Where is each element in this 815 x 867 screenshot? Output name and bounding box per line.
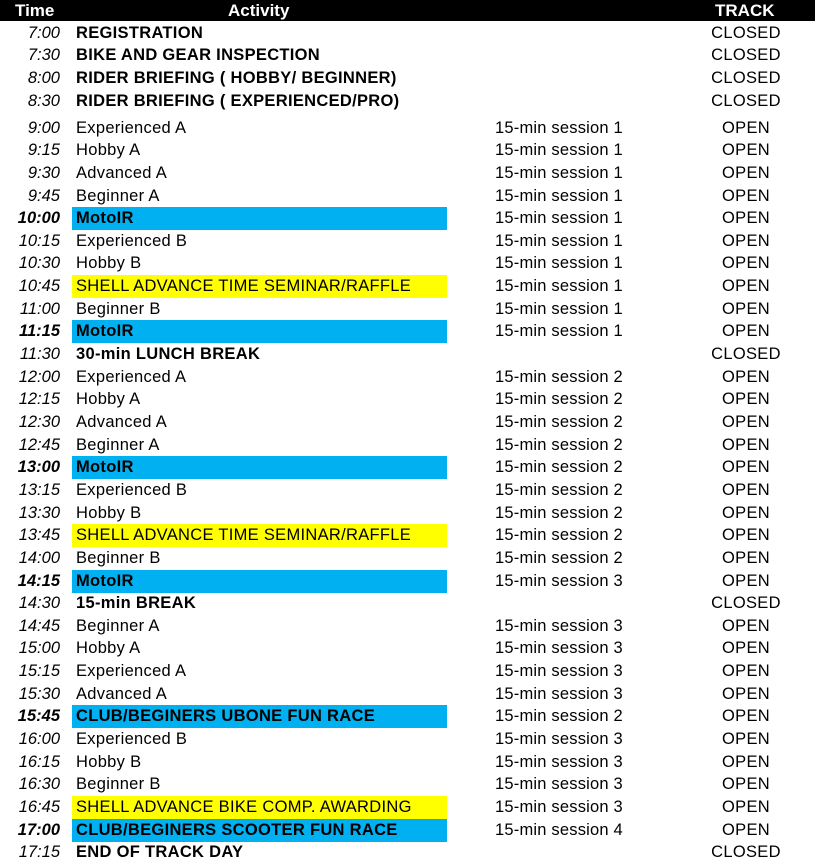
header-time: Time	[15, 1, 55, 20]
time-cell: 13:45	[18, 526, 60, 544]
activity-cell: CLUB/BEGINERS SCOOTER FUN RACE	[72, 819, 447, 842]
session-cell	[495, 90, 675, 113]
track-status-cell: OPEN	[722, 707, 770, 725]
session-cell: 15-min session 3	[495, 798, 623, 816]
session-cell: 15-min session 3	[495, 775, 623, 793]
activity-cell: MotoIR	[72, 570, 447, 593]
activity-cell: SHELL ADVANCE BIKE COMP. AWARDING	[72, 796, 447, 819]
track-status-cell: OPEN	[722, 413, 770, 431]
activity-cell: Hobby A	[76, 141, 141, 159]
table-row	[0, 117, 815, 140]
activity-cell: Hobby B	[76, 753, 142, 771]
session-cell: 15-min session 2	[495, 504, 623, 522]
time-cell: 13:00	[17, 458, 60, 476]
activity-cell: Advanced A	[76, 685, 168, 703]
session-cell: 15-min session 3	[495, 572, 623, 590]
session-cell: 15-min session 1	[495, 187, 623, 205]
table-row	[0, 207, 815, 230]
session-cell: 15-min session 2	[495, 390, 623, 408]
track-status-cell: OPEN	[722, 436, 770, 454]
track-status-cell: OPEN	[722, 639, 770, 657]
activity-cell: Beginner A	[76, 187, 160, 205]
activity-cell: Beginner A	[76, 436, 160, 454]
table-row	[0, 22, 815, 45]
track-status-cell: OPEN	[722, 572, 770, 590]
time-cell: 16:30	[18, 775, 60, 793]
activity-cell: 15-min BREAK	[76, 594, 197, 612]
activity-cell: Experienced B	[76, 730, 188, 748]
activity-cell: 30-min LUNCH BREAK	[76, 345, 261, 363]
table-row	[0, 44, 815, 67]
table-row	[0, 434, 815, 457]
session-cell: 15-min session 3	[495, 753, 623, 771]
track-status-cell: OPEN	[722, 821, 770, 839]
session-cell: 15-min session 3	[495, 730, 623, 748]
table-row	[0, 819, 815, 842]
activity-cell: Experienced B	[76, 232, 188, 250]
table-row	[0, 841, 815, 864]
header-row	[0, 0, 815, 21]
activity-cell: MotoIR	[72, 320, 447, 343]
table-row	[0, 479, 815, 502]
table-row	[0, 683, 815, 706]
activity-cell: Beginner B	[76, 300, 161, 318]
activity-cell: MotoIR	[72, 456, 447, 479]
session-cell	[495, 592, 675, 615]
track-status-cell: OPEN	[722, 685, 770, 703]
session-cell	[495, 44, 675, 67]
activity-cell: Beginner A	[76, 617, 160, 635]
session-cell: 15-min session 2	[495, 458, 623, 476]
time-cell: 10:45	[18, 277, 60, 295]
session-cell: 15-min session 3	[495, 685, 623, 703]
activity-cell: Hobby A	[76, 390, 141, 408]
activity-cell: Experienced A	[76, 662, 187, 680]
track-status-cell: OPEN	[722, 775, 770, 793]
time-cell: 14:30	[18, 594, 60, 612]
track-status-cell: CLOSED	[711, 69, 781, 87]
time-cell: 15:00	[18, 639, 60, 657]
table-row	[0, 751, 815, 774]
time-cell: 11:30	[19, 345, 60, 363]
track-status-cell: OPEN	[722, 164, 770, 182]
session-cell	[495, 67, 675, 90]
time-cell: 14:00	[18, 549, 60, 567]
track-status-cell: OPEN	[722, 141, 770, 159]
time-cell: 7:30	[27, 46, 60, 64]
time-cell: 13:30	[18, 504, 60, 522]
time-cell: 16:45	[18, 798, 60, 816]
time-cell: 10:15	[18, 232, 60, 250]
session-cell: 15-min session 1	[495, 232, 623, 250]
session-cell: 15-min session 2	[495, 526, 623, 544]
time-cell: 17:00	[17, 821, 60, 839]
track-status-cell: CLOSED	[711, 46, 781, 64]
track-status-cell: CLOSED	[711, 345, 781, 363]
time-cell: 15:30	[18, 685, 60, 703]
track-status-cell: OPEN	[722, 549, 770, 567]
activity-cell: BIKE AND GEAR INSPECTION	[76, 46, 321, 64]
time-cell: 12:15	[18, 390, 60, 408]
time-cell: 12:45	[18, 436, 60, 454]
session-cell: 15-min session 1	[495, 300, 623, 318]
activity-cell: Experienced A	[76, 119, 187, 137]
session-cell: 15-min session 1	[495, 209, 623, 227]
track-status-cell: CLOSED	[711, 594, 781, 612]
activity-cell: RIDER BRIEFING ( HOBBY/ BEGINNER)	[76, 69, 397, 87]
session-cell	[495, 22, 675, 45]
time-cell: 9:45	[27, 187, 60, 205]
time-cell: 11:15	[19, 322, 60, 340]
track-status-cell: OPEN	[722, 662, 770, 680]
header-track: TRACK	[715, 1, 775, 20]
table-row	[0, 637, 815, 660]
track-status-cell: OPEN	[722, 458, 770, 476]
activity-cell: Advanced A	[76, 413, 168, 431]
session-cell: 15-min session 3	[495, 639, 623, 657]
track-status-cell: OPEN	[722, 254, 770, 272]
activity-cell: Beginner B	[76, 775, 161, 793]
activity-cell: REGISTRATION	[76, 24, 204, 42]
table-row	[0, 139, 815, 162]
table-row	[0, 90, 815, 113]
activity-cell: SHELL ADVANCE TIME SEMINAR/RAFFLE	[72, 524, 447, 547]
session-cell: 15-min session 3	[495, 617, 623, 635]
activity-cell: Hobby A	[76, 639, 141, 657]
table-row	[0, 705, 815, 728]
activity-cell: Advanced A	[76, 164, 168, 182]
session-cell: 15-min session 1	[495, 141, 623, 159]
time-cell: 9:15	[27, 141, 60, 159]
table-row	[0, 275, 815, 298]
table-row	[0, 320, 815, 343]
table-row	[0, 660, 815, 683]
activity-cell: SHELL ADVANCE TIME SEMINAR/RAFFLE	[72, 275, 447, 298]
table-row	[0, 570, 815, 593]
time-cell: 9:30	[27, 164, 60, 182]
time-cell: 14:45	[18, 617, 60, 635]
session-cell: 15-min session 1	[495, 322, 623, 340]
time-cell: 14:15	[17, 572, 60, 590]
track-status-cell: OPEN	[722, 277, 770, 295]
session-cell: 15-min session 3	[495, 662, 623, 680]
session-cell: 15-min session 1	[495, 119, 623, 137]
activity-cell: END OF TRACK DAY	[76, 843, 244, 861]
session-cell: 15-min session 4	[495, 821, 623, 839]
track-status-cell: OPEN	[722, 753, 770, 771]
time-cell: 15:45	[17, 707, 60, 725]
session-cell: 15-min session 1	[495, 254, 623, 272]
time-cell: 8:30	[27, 92, 60, 110]
table-row	[0, 411, 815, 434]
track-status-cell: OPEN	[722, 390, 770, 408]
activity-cell: CLUB/BEGINERS UBONE FUN RACE	[72, 705, 447, 728]
activity-cell: Experienced A	[76, 368, 187, 386]
track-status-cell: OPEN	[722, 526, 770, 544]
time-cell: 10:00	[17, 209, 60, 227]
track-status-cell: OPEN	[722, 232, 770, 250]
activity-cell: Beginner B	[76, 549, 161, 567]
time-cell: 8:00	[27, 69, 60, 87]
time-cell: 16:00	[18, 730, 60, 748]
time-cell: 12:30	[18, 413, 60, 431]
table-row	[0, 592, 815, 615]
track-status-cell: CLOSED	[711, 843, 781, 861]
table-row	[0, 343, 815, 366]
time-cell: 9:00	[27, 119, 60, 137]
table-row	[0, 524, 815, 547]
table-row	[0, 67, 815, 90]
track-status-cell: OPEN	[722, 187, 770, 205]
table-row	[0, 502, 815, 525]
session-cell	[495, 343, 675, 366]
table-row	[0, 230, 815, 253]
time-cell: 16:15	[18, 753, 60, 771]
track-status-cell: OPEN	[722, 730, 770, 748]
session-cell	[495, 841, 675, 864]
session-cell: 15-min session 1	[495, 164, 623, 182]
table-row	[0, 252, 815, 275]
track-status-cell: OPEN	[722, 798, 770, 816]
track-status-cell: OPEN	[722, 209, 770, 227]
time-cell: 10:30	[18, 254, 60, 272]
table-row	[0, 366, 815, 389]
session-cell: 15-min session 2	[495, 436, 623, 454]
time-cell: 7:00	[27, 24, 60, 42]
activity-cell: Experienced B	[76, 481, 188, 499]
table-row	[0, 185, 815, 208]
time-cell: 15:15	[18, 662, 60, 680]
activity-cell: Hobby B	[76, 254, 142, 272]
table-row	[0, 456, 815, 479]
track-status-cell: OPEN	[722, 119, 770, 137]
activity-cell: RIDER BRIEFING ( EXPERIENCED/PRO)	[76, 92, 400, 110]
track-status-cell: OPEN	[722, 504, 770, 522]
track-status-cell: CLOSED	[711, 92, 781, 110]
time-cell: 12:00	[18, 368, 60, 386]
table-row	[0, 298, 815, 321]
session-cell: 15-min session 2	[495, 368, 623, 386]
session-cell: 15-min session 2	[495, 707, 623, 725]
time-cell: 17:15	[18, 843, 60, 861]
track-status-cell: OPEN	[722, 322, 770, 340]
table-row	[0, 547, 815, 570]
activity-cell: Hobby B	[76, 504, 142, 522]
header-activity: Activity	[228, 1, 290, 20]
table-row	[0, 388, 815, 411]
track-status-cell: CLOSED	[711, 24, 781, 42]
table-row	[0, 162, 815, 185]
table-row	[0, 615, 815, 638]
track-status-cell: OPEN	[722, 617, 770, 635]
track-status-cell: OPEN	[722, 368, 770, 386]
time-cell: 11:00	[19, 300, 60, 318]
session-cell: 15-min session 2	[495, 549, 623, 567]
table-row	[0, 796, 815, 819]
track-status-cell: OPEN	[722, 300, 770, 318]
session-cell: 15-min session 1	[495, 277, 623, 295]
activity-cell: MotoIR	[72, 207, 447, 230]
time-cell: 13:15	[18, 481, 60, 499]
table-row	[0, 728, 815, 751]
track-status-cell: OPEN	[722, 481, 770, 499]
session-cell: 15-min session 2	[495, 481, 623, 499]
session-cell: 15-min session 2	[495, 413, 623, 431]
table-row	[0, 773, 815, 796]
